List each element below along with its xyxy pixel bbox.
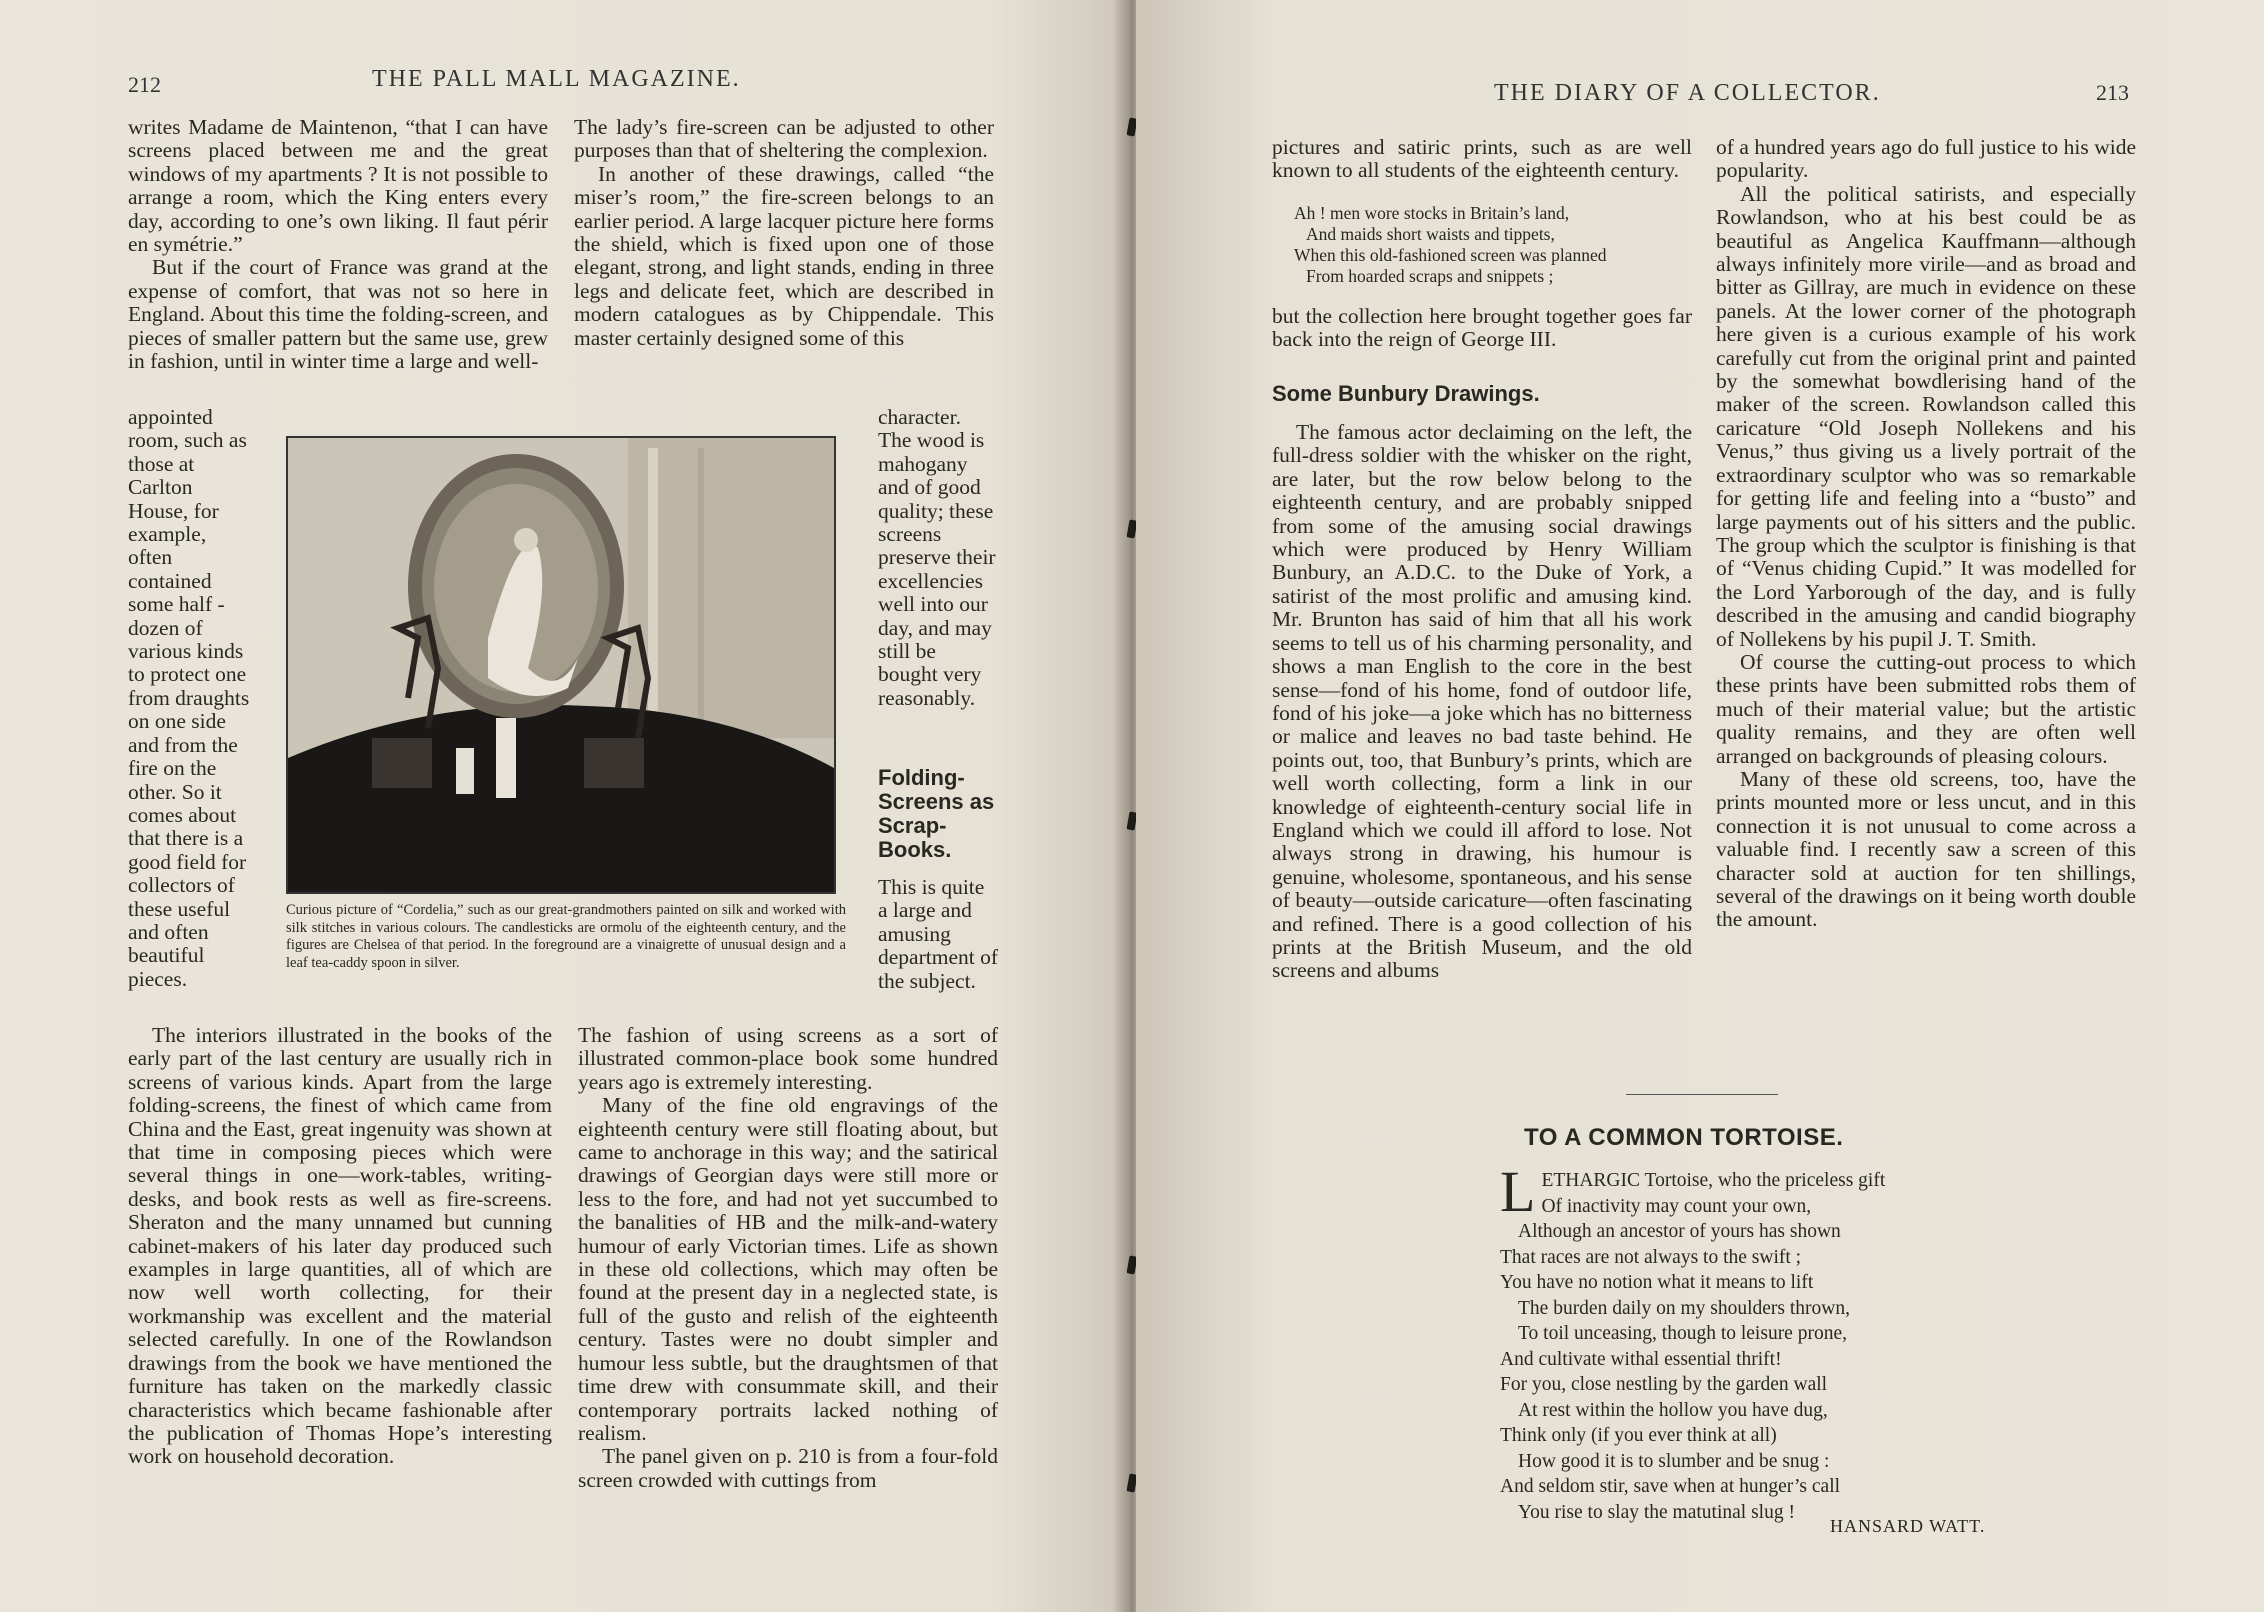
section-divider bbox=[1626, 1094, 1778, 1095]
paragraph: Many of the fine old engravings of the eighteenth century were still floating about, but came to anchorage in this way; and the satirical drawings of Georgian days were still more or less to the fore, and had not yet succumbed to the banalities of HB and the milk-and-watery humour of early Victorian times. Life as shown in these old collections, which may often be found at the present day in a neglected state, is full of the gusto and relish of the eighteenth century. Tastes were no doubt simpler and humour less subtle, but the draughtsmen of that time drew with consummate skill, and their contemporary portraits lacked nothing of realism. bbox=[578, 1093, 998, 1445]
paragraph: pictures and satiric prints, such as are well known to all students of the eighteenth century. bbox=[1272, 135, 1692, 183]
verse-quote bbox=[1294, 203, 1692, 287]
verse-line: When this old-fashioned screen was planned bbox=[1294, 244, 1607, 265]
poem-author: HANSARD WATT. bbox=[1830, 1516, 1986, 1536]
subheading-bunbury: Some Bunbury Drawings. bbox=[1272, 380, 1540, 406]
left-col1-narrow: appointed room, such as those at Carlton House, for example, often contained some half - dozen of various kinds to protect one from draughts on one side and from the fire on the other. So it comes about that there is a good field for collectors of these useful and often beautiful pieces. bbox=[128, 405, 250, 991]
left-col1-top bbox=[128, 116, 548, 373]
right-col2 bbox=[1716, 136, 2136, 932]
poem-line: You have no notion what it means to lift bbox=[1500, 1272, 1814, 1293]
paragraph: but the collection here brought together goes far back into the reign of George III. bbox=[1272, 303, 1692, 352]
paragraph: In another of these drawings, called “the miser’s room,” the fire-screen belongs to an earlier period. A large lacquer picture here forms the shield, which is fixed upon one of those elegant, strong, and light stands, ending in three legs and delicate feet, which are described in modern catalogues as by Chippendale. This master certainly designed some of this bbox=[574, 161, 994, 350]
paragraph: The fashion of using screens as a sort of illustrated common-place book some hundred years ago is extremely interesting. bbox=[578, 1023, 998, 1094]
left-col1-bottom bbox=[128, 1024, 552, 1469]
paragraph: Of course the cutting-out process to which these prints have been submitted robs them of much of their material value; but the artistic quality remains, and they are often well arranged on backgrounds of pleasing colours. bbox=[1716, 649, 2136, 768]
right-col1 bbox=[1272, 136, 1692, 983]
paragraph: But if the court of France was grand at the expense of comfort, that was not so here in England. About this time the folding-screen, and pieces of smaller pattern but the same use, grew in fashion, until in winter time a large and well- bbox=[128, 255, 548, 374]
paragraph: The famous actor declaiming on the left, the full-dress soldier with the whisker on the right, are later, but the row below belong to the eighteenth century, and are probably snipped from some of the amusing social drawings which were produced by Henry William Bunbury, an A.D.C. to the Duke of York, a satirist of the most prolific and amusing kind. Mr. Brunton has said of him that all his work seems to tell us of his charming personality, and shows a man English to the core in the best sense—fond of his home, fond of outdoor life, fond of his joke—a joke which has no bitterness or malice and leaves no bad taste behind. He points out, too, that Bunbury’s prints, which are well worth collecting, form a link in our knowledge of eighteenth-century social life in England which we could ill afford to lose. Not always strong in drawing, his humour is genuine, wholesome, spontaneous, and his sense of beauty—outside caricature—often fascinating and refined. There is a good collection of his prints at the British Museum, and the old screens and albums bbox=[1272, 420, 1692, 983]
paragraph: of a hundred years ago do full justice to his wide popularity. bbox=[1716, 135, 2136, 183]
poem-line: How good it is to slumber and be snug : bbox=[1518, 1450, 1830, 1472]
running-head-left: THE PALL MALL MAGAZINE. bbox=[372, 66, 741, 92]
photo-illustration bbox=[288, 438, 834, 892]
poem-line: Think only (if you ever think at all) bbox=[1500, 1425, 1777, 1446]
poem-line: That races are not always to the swift ; bbox=[1500, 1246, 1802, 1268]
photo-caption: Curious picture of “Cordelia,” such as our great-grandmothers painted on silk and worked with silk stitches in various colours. The candlesticks are ormolu of the eighteenth century, and the figures are Chelsea of that period. In the foreground are a vinaigrette of unusual design and a leaf tea-caddy spoon in silver. bbox=[286, 902, 846, 971]
poem-line: Although an ancestor of yours has shown bbox=[1518, 1221, 1841, 1242]
left-col2-bottom bbox=[578, 1024, 998, 1492]
poem-line: Of inactivity may count your own, bbox=[1541, 1195, 1812, 1217]
left-col2-narrow2: This is quite a large and amusing department of the subject. bbox=[878, 875, 998, 993]
running-head-right: THE DIARY OF A COLLECTOR. bbox=[1494, 80, 1881, 106]
left-page bbox=[0, 0, 1128, 1612]
left-col2-narrow: character. The wood is mahogany and of good quality; these screens preserve their excellencies well into our day, and may still be bought very reasonably. bbox=[878, 405, 996, 710]
poem-title: TO A COMMON TORTOISE. bbox=[1524, 1124, 1844, 1151]
poem-line: And cultivate withal essential thrift! bbox=[1500, 1348, 1782, 1370]
verse-line: Ah ! men wore stocks in Britain’s land, bbox=[1294, 202, 1570, 223]
poem-line: You rise to slay the matutinal slug ! bbox=[1518, 1501, 1795, 1523]
cordelia-photograph bbox=[286, 436, 836, 894]
verse-line: From hoarded scraps and snippets ; bbox=[1306, 265, 1554, 286]
page-number-right: 213 bbox=[2096, 80, 2129, 105]
paragraph: The interiors illustrated in the books of the early part of the last century are usually rich in screens of various kinds. Apart from the large folding-screens, the finest of which came from China and the East, great ingenuity was shown at that time in composing pieces which were several things in one—work-tables, writing-desks, and book rests as well as fire-screens. Sheraton and the many unnamed but cunning cabinet-makers of his later day produced such examples in large quantities, all of which are now well worth collecting, for their workmanship was excellent and the material selected carefully. In one of the Rowlandson drawings from the book we have mentioned the furniture has taken on the markedly classic characteristics which became fashionable after the publication of Thomas Hope’s interesting work on household decoration. bbox=[128, 1023, 552, 1469]
poem-line: To toil unceasing, though to leisure prone, bbox=[1518, 1323, 1847, 1344]
page-number-left: 212 bbox=[128, 72, 161, 97]
poem-body bbox=[1500, 1159, 1920, 1525]
verse-line: And maids short waists and tippets, bbox=[1306, 223, 1555, 244]
paragraph: The panel given on p. 210 is from a four-fold screen crowded with cuttings from bbox=[578, 1444, 998, 1492]
paragraph: Many of these old screens, too, have the prints mounted more or less uncut, and in this connection it is not unusual to come across a valuable find. I recently saw a screen of this character sold at auction for ten shillings, several of the drawings on it being worth double the amount. bbox=[1716, 766, 2136, 932]
poem-line: ETHARGIC Tortoise, who the priceless gift bbox=[1541, 1170, 1886, 1191]
poem-line: And seldom stir, save when at hunger’s call bbox=[1500, 1476, 1841, 1497]
drop-cap: L bbox=[1500, 1159, 1536, 1224]
right-page bbox=[1136, 0, 2264, 1612]
paragraph: The lady’s fire-screen can be adjusted to other purposes than that of sheltering the complexion. bbox=[574, 115, 994, 163]
poem-line: The burden daily on my shoulders thrown, bbox=[1518, 1297, 1850, 1319]
poem-line: At rest within the hollow you have dug, bbox=[1518, 1399, 1828, 1421]
paragraph: writes Madame de Maintenon, “that I can have screens placed between me and the great windows of my apartments ? It is not possible to arrange a room, which the King enters every day, according to one’s own liking. Il faut périr en symétrie.” bbox=[128, 115, 548, 257]
paragraph: All the political satirists, and especially Rowlandson, who at his best could be as beautiful as Angelica Kauffmann—although always infinitely more virile—and as broad and bitter as Gillray, are much in evidence on these panels. At the lower corner of the photograph here given is a curious example of his work carefully cut from the original print and painted by the somewhat bowdlerising hand of the maker of the screen. Rowlandson called this caricature “Old Joseph Nollekens and his Venus,” thus giving us a lively portrait of the extraordinary sculptor who was so remarkable for getting life and feeling into a “busto” and large payments out of his sitters and the public. The group which the sculptor is finishing is that of “Venus chiding Cupid.” It was modelled for the Lord Yarborough of the day, and is fully described in the amusing and candid biography of Nollekens by his pupil J. T. Smith. bbox=[1716, 181, 2136, 651]
subheading-folding-screens: Folding-Screens as Scrap-Books. bbox=[878, 765, 995, 862]
left-col2-top bbox=[574, 116, 994, 350]
poem-line: For you, close nestling by the garden wall bbox=[1500, 1374, 1828, 1395]
